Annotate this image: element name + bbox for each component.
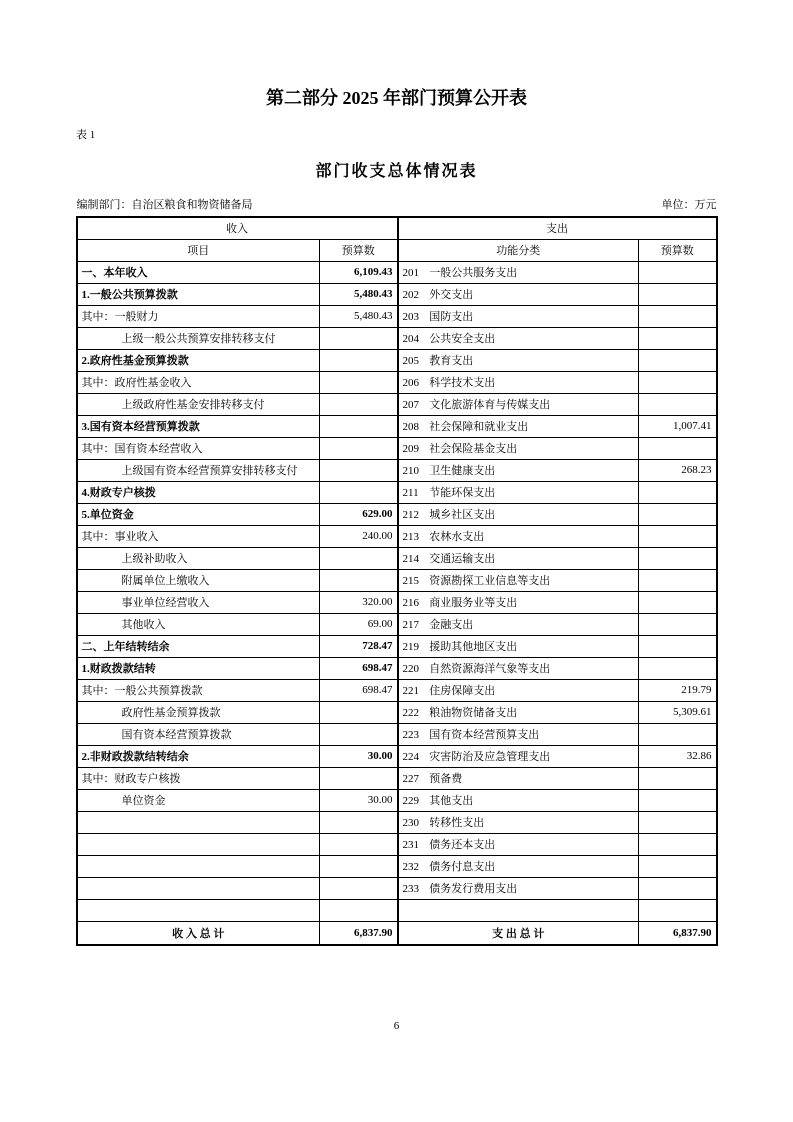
expense-value-cell [639,723,717,745]
expense-item-cell [398,415,639,437]
summary-table [76,216,718,946]
table-row [77,657,717,679]
totals-row [77,921,717,945]
function-name: 转移性支出 [426,817,485,829]
income-item-cell: 政府性基金预算拨款 [77,701,320,723]
income-value-cell: 30.00 [320,789,398,811]
function-name: 其他支出 [426,795,474,807]
table-row [77,899,717,921]
income-item-cell: 一、本年收入 [77,261,320,283]
function-code: 201 [402,267,419,279]
income-value-cell [320,481,398,503]
income-item-cell [77,855,320,877]
function-name: 住房保障支出 [426,685,496,697]
income-item-cell: 事业单位经营收入 [77,591,320,613]
function-class-column-header: 功能分类 [398,239,639,261]
column-header-row [77,239,717,261]
expense-item-cell [398,371,639,393]
income-item-cell: 4.财政专户核拨 [77,481,320,503]
table-row [77,261,717,283]
income-item-cell: 3.国有资本经营预算拨款 [77,415,320,437]
income-value-cell [320,833,398,855]
expense-item-cell [398,701,639,723]
expense-value-cell [639,811,717,833]
income-item-cell [77,833,320,855]
income-item-cell: 其中：财政专户核拨 [77,767,320,789]
income-item-cell: 其中：一般公共预算拨款 [77,679,320,701]
function-code: 210 [402,465,419,477]
function-code: 205 [402,355,419,367]
expense-item-cell [398,547,639,569]
function-name: 外交支出 [426,289,474,301]
expense-item-cell [398,591,639,613]
table-row [77,349,717,371]
income-value-cell [320,723,398,745]
expense-item-cell [398,305,639,327]
expense-item-cell [398,723,639,745]
expense-value-cell: 268.23 [639,459,717,481]
function-code: 212 [402,509,419,521]
table-row [77,547,717,569]
function-name: 城乡社区支出 [426,509,496,521]
unit-label: 单位：万元 [661,199,717,211]
income-item-cell: 5.单位资金 [77,503,320,525]
function-name: 金融支出 [426,619,474,631]
income-item-cell: 附属单位上缴收入 [77,569,320,591]
function-name: 社会保险基金支出 [426,443,518,455]
expense-item-cell [398,283,639,305]
function-code: 207 [402,399,419,411]
table-row [77,591,717,613]
expense-item-cell [398,679,639,701]
income-value-cell [320,547,398,569]
expense-item-cell [398,657,639,679]
income-item-cell: 上级政府性基金安排转移支付 [77,393,320,415]
function-name: 公共安全支出 [426,333,496,345]
function-code: 206 [402,377,419,389]
table-row [77,613,717,635]
function-code: 213 [402,531,419,543]
function-name: 预备费 [426,773,463,785]
income-value-cell: 629.00 [320,503,398,525]
function-name: 自然资源海洋气象等支出 [426,663,551,675]
function-code: 208 [402,421,419,433]
table-row [77,371,717,393]
expense-value-cell [639,371,717,393]
table-row [77,525,717,547]
function-name: 教育支出 [426,355,474,367]
table-row [77,811,717,833]
table-row [77,789,717,811]
expense-item-cell [398,745,639,767]
table-row [77,459,717,481]
table-label: 表 1 [76,129,96,141]
table-row [77,723,717,745]
function-code: 232 [402,861,419,873]
income-value-cell: 698.47 [320,657,398,679]
income-item-cell [77,811,320,833]
table-row [77,415,717,437]
function-name: 农林水支出 [426,531,485,543]
expense-item-cell [398,349,639,371]
income-value-cell: 5,480.43 [320,283,398,305]
income-group-header: 收入 [77,217,398,239]
function-code: 224 [402,751,419,763]
income-value-cell: 69.00 [320,613,398,635]
table-row [77,701,717,723]
income-value-cell [320,327,398,349]
expense-item-cell [398,327,639,349]
income-value-cell [320,393,398,415]
income-item-cell: 其中：一般财力 [77,305,320,327]
income-item-cell [77,899,320,921]
expense-item-cell [398,833,639,855]
income-value-cell: 6,109.43 [320,261,398,283]
expense-item-cell [398,635,639,657]
income-item-cell: 上级国有资本经营预算安排转移支付 [77,459,320,481]
table-row [77,283,717,305]
income-value-cell [320,701,398,723]
expense-value-cell [639,767,717,789]
function-code: 221 [402,685,419,697]
expense-value-cell [639,855,717,877]
function-code: 229 [402,795,419,807]
income-value-cell [320,767,398,789]
function-code: 230 [402,817,419,829]
function-name: 一般公共服务支出 [426,267,518,279]
function-code: 209 [402,443,419,455]
income-item-cell: 2.非财政拨款结转结余 [77,745,320,767]
income-item-cell: 其中：事业收入 [77,525,320,547]
page-title: 第二部分 2025 年部门预算公开表 [266,88,527,108]
table-row [77,635,717,657]
income-value-cell: 698.47 [320,679,398,701]
function-code: 233 [402,883,419,895]
summary-table-body [77,261,717,945]
income-item-cell [77,877,320,899]
expense-budget-column-header: 预算数 [639,239,717,261]
function-name: 文化旅游体育与传媒支出 [426,399,551,411]
function-code: 220 [402,663,419,675]
page-number: 6 [393,1020,400,1032]
expense-value-cell: 32.86 [639,745,717,767]
expense-value-cell: 1,007.41 [639,415,717,437]
table-row [77,745,717,767]
table-row [77,855,717,877]
expense-item-cell [398,877,639,899]
expense-value-cell [639,789,717,811]
income-value-cell [320,415,398,437]
income-value-cell [320,899,398,921]
expense-value-cell [639,657,717,679]
expense-total-label: 支 出 总 计 [398,921,639,945]
income-value-cell [320,371,398,393]
expense-value-cell [639,525,717,547]
expense-value-cell [639,503,717,525]
function-name: 国有资本经营预算支出 [426,729,540,741]
function-code: 216 [402,597,419,609]
function-code: 227 [402,773,419,785]
income-value-cell: 30.00 [320,745,398,767]
income-value-cell: 240.00 [320,525,398,547]
income-value-cell: 320.00 [320,591,398,613]
table-row [77,679,717,701]
income-value-cell: 728.47 [320,635,398,657]
expenditure-group-header: 支出 [398,217,717,239]
function-name: 节能环保支出 [426,487,496,499]
expense-value-cell [639,635,717,657]
table-row [77,393,717,415]
table-row [77,327,717,349]
expense-item-cell [398,789,639,811]
function-code: 217 [402,619,419,631]
expense-value-cell [639,569,717,591]
expense-value-cell [639,283,717,305]
income-value-cell [320,877,398,899]
function-name: 国防支出 [426,311,474,323]
expense-item-cell [398,481,639,503]
income-item-cell: 2.政府性基金预算拨款 [77,349,320,371]
table-row [77,437,717,459]
income-budget-column-header: 预算数 [320,239,398,261]
function-name: 卫生健康支出 [426,465,496,477]
income-item-cell: 上级补助收入 [77,547,320,569]
item-column-header: 项目 [77,239,320,261]
income-item-cell: 国有资本经营预算拨款 [77,723,320,745]
income-total-label: 收 入 总 计 [77,921,320,945]
function-name: 援助其他地区支出 [426,641,518,653]
income-value-cell: 5,480.43 [320,305,398,327]
expense-item-cell [398,855,639,877]
income-item-cell: 单位资金 [77,789,320,811]
table-row [77,569,717,591]
table-row [77,767,717,789]
income-value-cell [320,855,398,877]
expense-item-cell [398,261,639,283]
expense-item-cell [398,569,639,591]
expense-value-cell [639,327,717,349]
expense-item-cell [398,437,639,459]
income-value-cell [320,459,398,481]
expense-value-cell [639,547,717,569]
expense-value-cell: 219.79 [639,679,717,701]
expense-value-cell [639,877,717,899]
function-code: 214 [402,553,419,565]
function-name: 商业服务业等支出 [426,597,518,609]
income-value-cell [320,349,398,371]
table-row [77,305,717,327]
income-item-cell: 其他收入 [77,613,320,635]
expense-value-cell [639,833,717,855]
income-value-cell [320,569,398,591]
expense-item-cell [398,767,639,789]
income-value-cell [320,811,398,833]
function-code: 204 [402,333,419,345]
expense-value-cell [639,613,717,635]
table-row [77,833,717,855]
income-value-cell [320,437,398,459]
expense-item-cell [398,811,639,833]
function-name: 粮油物资储备支出 [426,707,518,719]
function-code: 202 [402,289,419,301]
expense-item-cell [398,503,639,525]
expense-value-cell [639,393,717,415]
function-name: 交通运输支出 [426,553,496,565]
income-item-cell: 1.财政拨款结转 [77,657,320,679]
function-name: 灾害防治及应急管理支出 [426,751,551,763]
table-meta-row [77,196,717,212]
expense-value-cell [639,481,717,503]
expense-value-cell [639,437,717,459]
function-name: 资源勘探工业信息等支出 [426,575,551,587]
expense-value-cell: 5,309.61 [639,701,717,723]
income-item-cell: 上级一般公共预算安排转移支付 [77,327,320,349]
expense-item-cell [398,393,639,415]
expense-value-cell [639,261,717,283]
table-row [77,877,717,899]
function-code: 223 [402,729,419,741]
function-name: 科学技术支出 [426,377,496,389]
prepared-by-label: 编制部门：自治区粮食和物资储备局 [76,199,253,211]
function-code: 211 [402,487,419,499]
income-item-cell: 1.一般公共预算拨款 [77,283,320,305]
expense-item-cell [398,459,639,481]
income-item-cell: 二、上年结转结余 [77,635,320,657]
function-code: 231 [402,839,419,851]
expense-value-cell [639,349,717,371]
expense-value-cell [639,305,717,327]
expense-item-cell [398,613,639,635]
page-subtitle: 部门收支总体情况表 [315,163,478,180]
function-code: 203 [402,311,419,323]
income-item-cell: 其中：政府性基金收入 [77,371,320,393]
function-name: 债务发行费用支出 [426,883,518,895]
expense-value-cell [639,591,717,613]
table-row [77,481,717,503]
income-item-cell: 其中：国有资本经营收入 [77,437,320,459]
function-name: 债务付息支出 [426,861,496,873]
function-name: 债务还本支出 [426,839,496,851]
function-code: 219 [402,641,419,653]
group-header-row [77,217,717,239]
expense-value-cell [639,899,717,921]
expense-item-cell [398,525,639,547]
table-row [77,503,717,525]
expense-item-cell [398,899,639,921]
income-total-value: 6,837.90 [320,921,398,945]
function-code: 222 [402,707,419,719]
function-name: 社会保障和就业支出 [426,421,529,433]
function-code: 215 [402,575,419,587]
expense-total-value: 6,837.90 [639,921,717,945]
